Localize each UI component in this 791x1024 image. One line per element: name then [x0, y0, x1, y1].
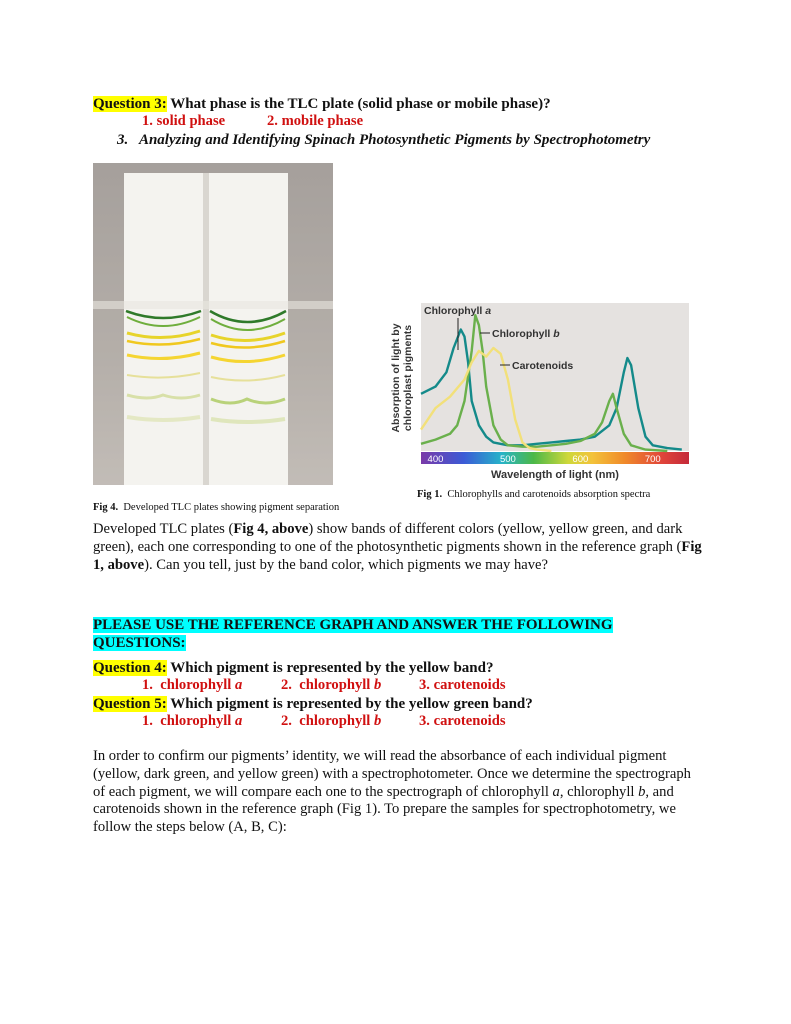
question-5-text: Which pigment is represented by the yellow green band?: [170, 696, 533, 712]
absorption-spectra-chart: [388, 300, 693, 488]
q5-option-chlorophyll-a: [142, 713, 242, 730]
section-title: Analyzing and Identifying Spinach Photosynthetic Pigments by Spectrophotometry: [138, 132, 651, 148]
fig1-caption: [417, 489, 650, 500]
fig4-caption-label: Fig 4.: [93, 502, 119, 513]
question-4-text: Which pigment is represented by the yellow band?: [170, 660, 494, 676]
x-tick-label-600: 600: [572, 454, 589, 465]
q4-option-1-number: 1.: [142, 677, 153, 693]
q4-option-1-text: chlorophyll: [160, 677, 235, 693]
q5-option-1-text: chlorophyll: [160, 713, 235, 729]
para2-italic-a: a: [552, 783, 560, 800]
para1-text-1: Developed TLC plates (: [93, 521, 234, 537]
q3-option-solid: 1. solid phase: [142, 113, 226, 129]
question-5-label: Question 5:: [93, 696, 167, 712]
q5-option-chlorophyll-b: [281, 713, 381, 730]
q4-option-3-number: 3.: [419, 677, 430, 693]
para2-text-2: , chlorophyll: [559, 783, 639, 800]
para2-text-3: , and carotenoids shown in the reference graph (Fig 1). To prepare the samples for spectrophotometry, we follow the steps below (A, B, C):: [93, 783, 676, 836]
q5-option-3-text: carotenoids: [433, 713, 506, 729]
q3-option-mobile: 2. mobile phase: [267, 113, 364, 129]
section-heading: [117, 131, 650, 149]
fig4-caption-text: Developed TLC plates showing pigment separation: [123, 502, 340, 513]
instruction-banner: [93, 617, 703, 653]
q4-option-2-italic: b: [374, 677, 382, 693]
para1-ref-fig4: Fig 4, above: [233, 521, 309, 537]
question-4-label: Question 4:: [93, 660, 167, 676]
question-3: [93, 95, 551, 113]
para1-text-3: ). Can you tell, just by the band color, which pigments we may have?: [144, 556, 548, 573]
q5-option-3-number: 3.: [419, 713, 430, 729]
para1-ref-fig1: Fig 1, above: [93, 538, 702, 573]
q4-option-chlorophyll-b: [281, 677, 381, 694]
paragraph-spectrophotometry: [93, 748, 703, 837]
fig1-caption-text: Chlorophylls and carotenoids absorption spectra: [447, 489, 651, 500]
question-3-text: What phase is the TLC plate (solid phase or mobile phase)?: [170, 96, 551, 112]
question-3-label: Question 3:: [93, 96, 167, 112]
instruction-banner-text: PLEASE USE THE REFERENCE GRAPH AND ANSWER THE FOLLOWING QUESTIONS:: [93, 617, 613, 651]
plot-area: [421, 303, 689, 451]
section-number: 3.: [117, 132, 129, 148]
paragraph-tlc-description: [93, 521, 703, 574]
q5-option-2-italic: b: [374, 713, 382, 729]
question-5: [93, 695, 533, 713]
series-label-chlorophyll-a: Chlorophyll a: [424, 305, 492, 317]
fig4-caption: [93, 502, 339, 513]
q4-option-chlorophyll-a: [142, 677, 242, 694]
series-label-chlorophyll-b: Chlorophyll b: [492, 328, 560, 340]
y-axis-label-line1: Absorption of light by: [390, 323, 402, 433]
tlc-plates-photo: [93, 163, 333, 485]
q4-option-2-text: chlorophyll: [299, 677, 374, 693]
q4-option-2-number: 2.: [281, 677, 292, 693]
q5-option-1-number: 1.: [142, 713, 153, 729]
y-axis-label-line2: chloroplast pigments: [402, 324, 414, 432]
q5-option-1-italic: a: [235, 713, 243, 729]
x-tick-label-500: 500: [499, 454, 516, 465]
q5-option-carotenoids: [419, 713, 506, 730]
q4-option-carotenoids: [419, 677, 506, 694]
q5-option-2-text: chlorophyll: [299, 713, 374, 729]
para2-italic-b: b: [638, 783, 646, 800]
fig1-caption-label: Fig 1.: [417, 489, 443, 500]
para1-text-2: ) show bands of different colors (yellow, yellow green, and dark green), each one corresponding to one of the photosynthetic pigments shown in the reference graph (: [93, 521, 683, 555]
x-tick-label-400: 400: [427, 454, 444, 465]
para2-text-1: In order to confirm our pigments’ identity, we will read the absorbance of each individual pigment (yellow, dark green, and yellow green) with a spectrophotometer. Once we determine the spectrograph of each pigment, we will compare each one to the spectrograph of chlorophyll: [93, 748, 691, 800]
tlc-plate-left: [124, 173, 204, 485]
question-4: [93, 659, 493, 677]
x-axis-label: Wavelength of light (nm): [491, 469, 619, 481]
x-tick-label-700: 700: [644, 454, 661, 465]
q4-option-3-text: carotenoids: [433, 677, 506, 693]
q5-option-2-number: 2.: [281, 713, 292, 729]
q4-option-1-italic: a: [235, 677, 243, 693]
series-label-carotenoids: Carotenoids: [512, 360, 574, 372]
